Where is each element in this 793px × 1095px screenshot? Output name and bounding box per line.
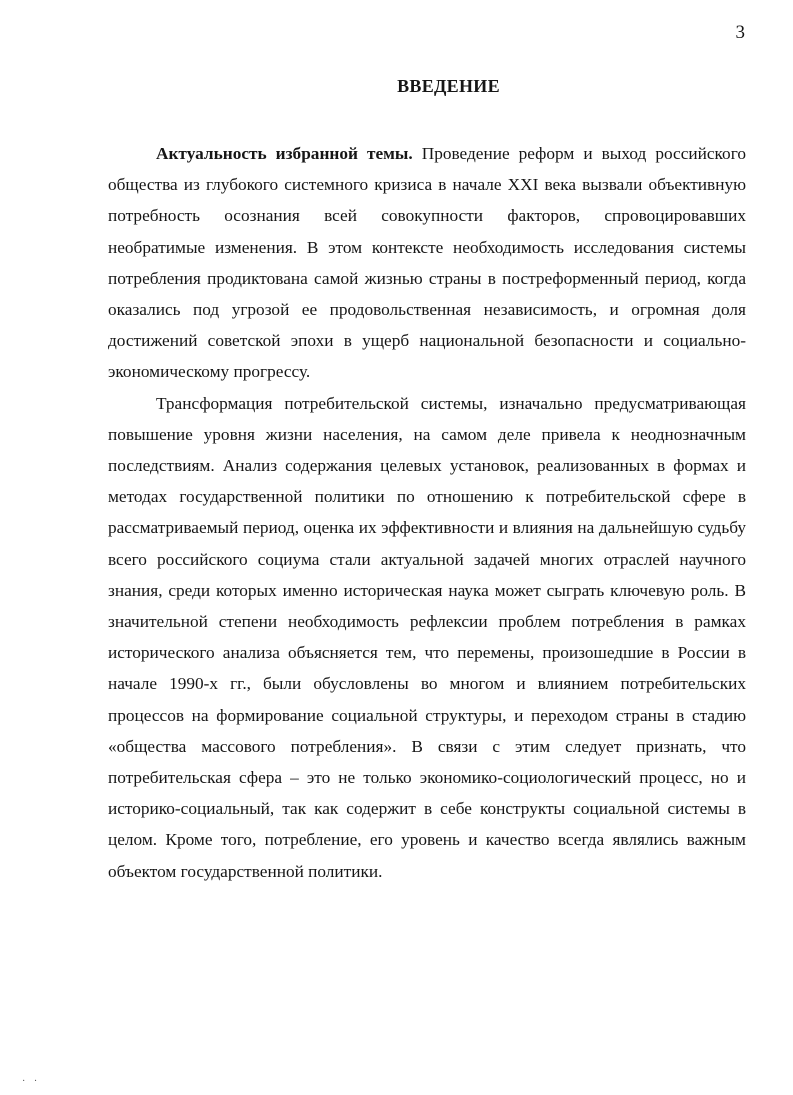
paragraph-text: Проведение реформ и выход российского общества из глубокого системного кризиса в начале XXI века вызвали объективную потребность осознания всей совокупности факторов, спровоцировавших необратимые изменения. В этом контексте необходимость исследования системы потребления продиктована самой жизнью страны в постреформенный период, когда оказались под угрозой ее продовольственная независимость, и огромная доля достижений советской эпохи в ущерб национальной безопасности и социально-экономическому прогрессу. bbox=[108, 144, 746, 382]
document-body bbox=[108, 138, 746, 887]
paragraph-transformation bbox=[108, 388, 746, 887]
paragraph-lead-heading: Актуальность избранной темы. bbox=[156, 144, 413, 163]
paragraph-relevance bbox=[108, 138, 746, 388]
paragraph-text: Трансформация потребительской системы, изначально предусматривающая повышение уровня жизни населения, на самом деле привела к неоднозначным последствиям. Анализ содержания целевых установок, реализованных в формах и методах государственной политики по отношению к потребительской сфере в рассматриваемый период, оценка их эффективности и влияния на дальнейшую судьбу всего российского социума стали актуальной задачей многих отраслей научного знания, среди которых именно историческая наука может сыграть ключевую роль. В значительной степени необходимость рефлексии проблем потребления в рамках исторического анализа объясняется тем, что перемены, произошедшие в России в начале 1990-х гг., были обусловлены во многом и влиянием потребительских процессов на формирование социальной структуры, и переходом страны в стадию «общества массового потребления». В связи с этим следует признать, что потребительская сфера – это не только экономико-социологический процесс, но и историко-социальный, так как содержит в себе конструкты социальной системы в целом. Кроме того, потребление, его уровень и качество всегда являлись важным объектом государственной политики. bbox=[108, 393, 746, 881]
section-title: ВВЕДЕНИЕ bbox=[397, 76, 500, 96]
page-number: 3 bbox=[735, 22, 745, 43]
scan-artifact: · · bbox=[22, 1076, 41, 1087]
